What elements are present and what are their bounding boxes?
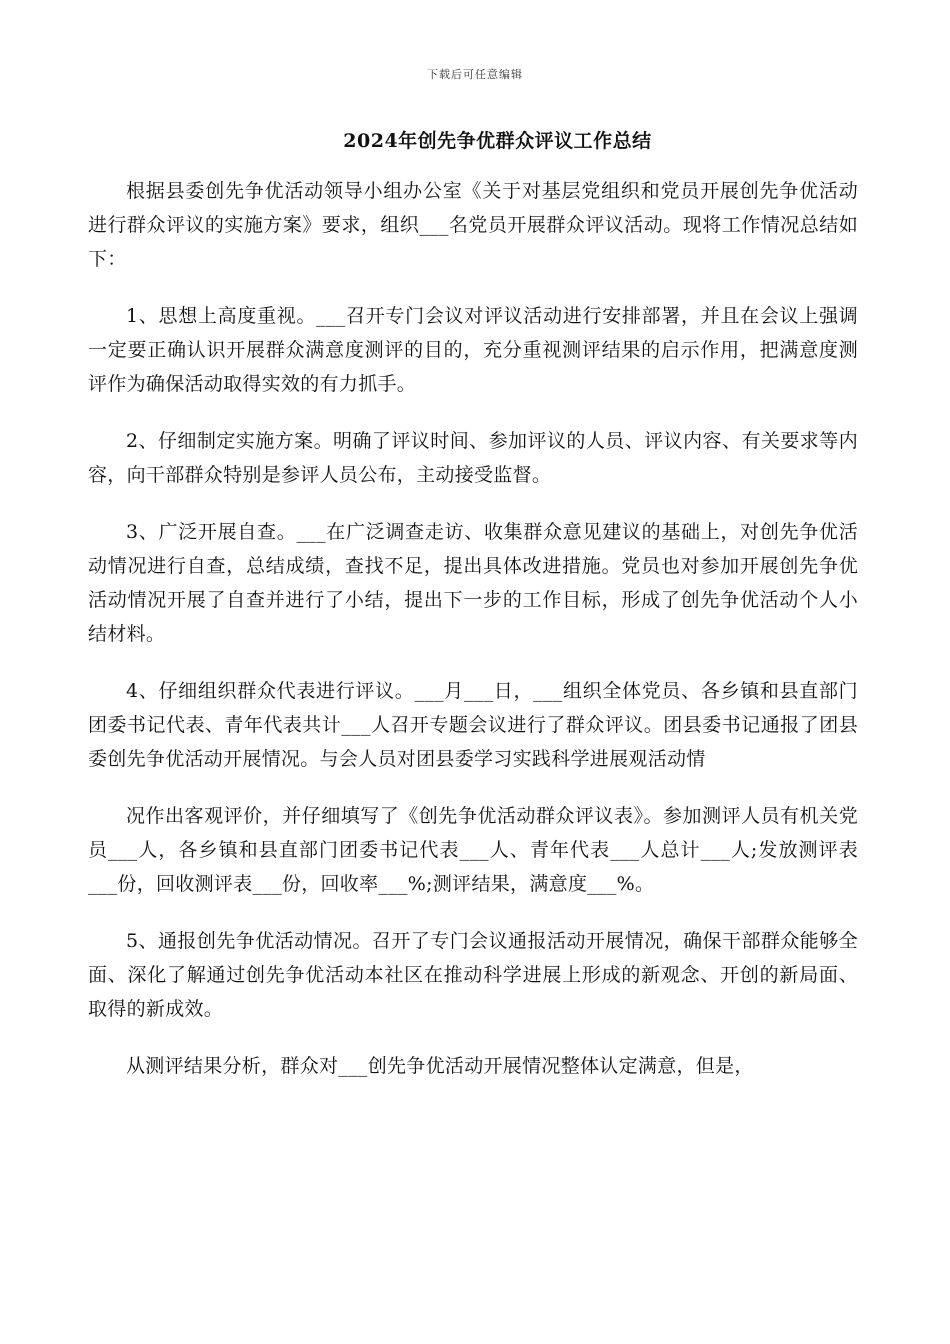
paragraph-analysis: 从测评结果分析，群众对___创先争优活动开展情况整体认定满意，但是， bbox=[126, 1055, 754, 1077]
paragraph-item-1: 1、思想上高度重视。___召开专门会议对评议活动进行安排部署，并且在会议上强调一定要正确认识开展群众满意度测评的目的，充分重视测评结果的启示作用，把满意度测评作为确保活动取得实效的有力抓手。 bbox=[88, 305, 858, 395]
paragraph-item-5: 5、通报创先争优活动情况。召开了专门会议通报活动开展情况，确保干部群众能够全面、深化了解通过创先争优活动本社区在推动科学进展上形成的新观念、开创的新局面、取得的新成效。 bbox=[88, 930, 858, 1020]
paragraph-item-3: 3、广泛开展自查。___在广泛调查走访、收集群众意见建议的基础上，对创先争优活动情况进行自查，总结成绩，查找不足，提出具体改进措施。党员也对参加开展创先争优活动情况开展了自查并进行了小结，提出下一步的工作目标，形成了创先争优活动个人小结材料。 bbox=[88, 521, 858, 645]
paragraph-item-4-continued: 况作出客观评价，并仔细填写了《创先争优活动群众评议表》。参加测评人员有机关党员___人，各乡镇和县直部门团委书记代表___人、青年代表___人总计___人;发放测评表___份，回收测评表___份，回收率___%;测评结果，满意度___%。 bbox=[88, 805, 858, 895]
header-note: 下载后可任意编辑 bbox=[427, 68, 523, 81]
paragraph-item-4: 4、仔细组织群众代表进行评议。___月___日，___组织全体党员、各乡镇和县直部门团委书记代表、青年代表共计___人召开专题会议进行了群众评议。团县委书记通报了团县委创先争优活动开展情况。与会人员对团县委学习实践科学进展观活动情 bbox=[88, 680, 858, 770]
paragraph-intro: 根据县委创先争优活动领导小组办公室《关于对基层党组织和党员开展创先争优活动进行群众评议的实施方案》要求，组织___名党员开展群众评议活动。现将工作情况总结如下： bbox=[88, 180, 858, 270]
paragraph-item-2: 2、仔细制定实施方案。明确了评议时间、参加评议的人员、评议内容、有关要求等内容，向干部群众特别是参评人员公布，主动接受监督。 bbox=[88, 430, 858, 486]
document-body bbox=[88, 174, 858, 1106]
document-title: 2024年创先争优群众评议工作总结 bbox=[343, 130, 652, 152]
